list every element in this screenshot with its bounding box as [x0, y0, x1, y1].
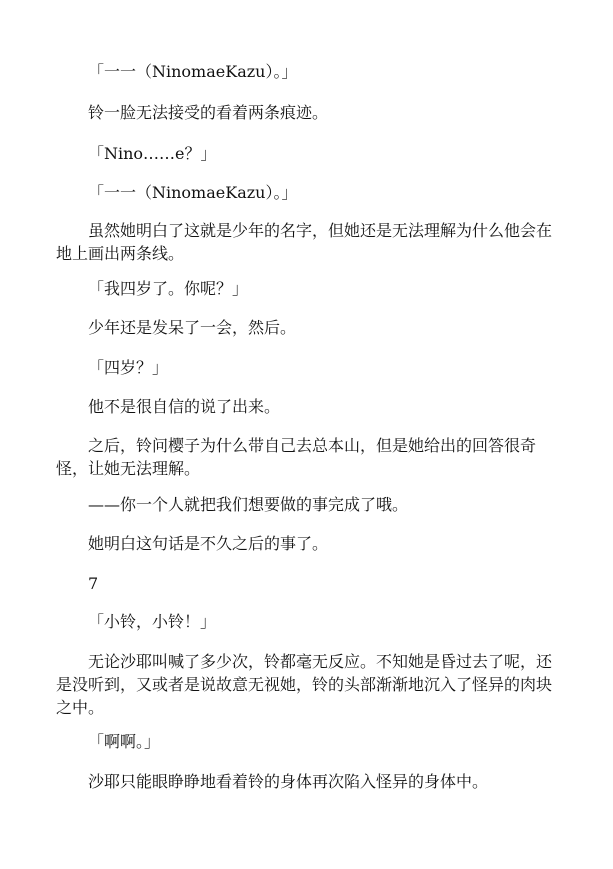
section-number: 7	[88, 574, 99, 593]
dialogue-paragraph: 「小铃，小铃！」	[88, 612, 217, 631]
dialogue-paragraph: 「一一（NinomaeKazu）。」	[88, 183, 298, 202]
narration-paragraph: 铃一脸无法接受的看着两条痕迹。	[88, 103, 329, 122]
dialogue-paragraph: 「我四岁了。你呢？」	[88, 279, 249, 298]
narration-paragraph: 他不是很自信的说了出来。	[88, 397, 281, 416]
dialogue-paragraph: 「一一（NinomaeKazu）。」	[88, 62, 298, 81]
narration-paragraph: 虽然她明白了这就是少年的名字，但她还是无法理解为什么他会在地上画出两条线。	[56, 221, 553, 263]
narration-paragraph: 沙耶只能眼睁睁地看着铃的身体再次陷入怪异的身体中。	[88, 772, 489, 791]
dialogue-paragraph: 「四岁？」	[88, 358, 169, 377]
narration-paragraph: 少年还是发呆了一会，然后。	[88, 318, 297, 337]
dialogue-paragraph: 「Nino……e？」	[88, 144, 217, 163]
dialogue-paragraph: 「啊啊。」	[88, 732, 161, 751]
narration-paragraph: 无论沙耶叫喊了多少次，铃都毫无反应。不知她是昏过去了呢，还是没听到，又或者是说故意无视她，铃的头部渐渐地沉入了怪异的肉块之中。	[56, 652, 553, 717]
narration-paragraph: ——你一个人就把我们想要做的事完成了哦。	[88, 495, 409, 514]
narration-paragraph: 之后，铃问樱子为什么带自己去总本山，但是她给出的回答很奇怪，让她无法理解。	[56, 436, 537, 478]
narration-paragraph: 她明白这句话是不久之后的事了。	[88, 534, 329, 553]
